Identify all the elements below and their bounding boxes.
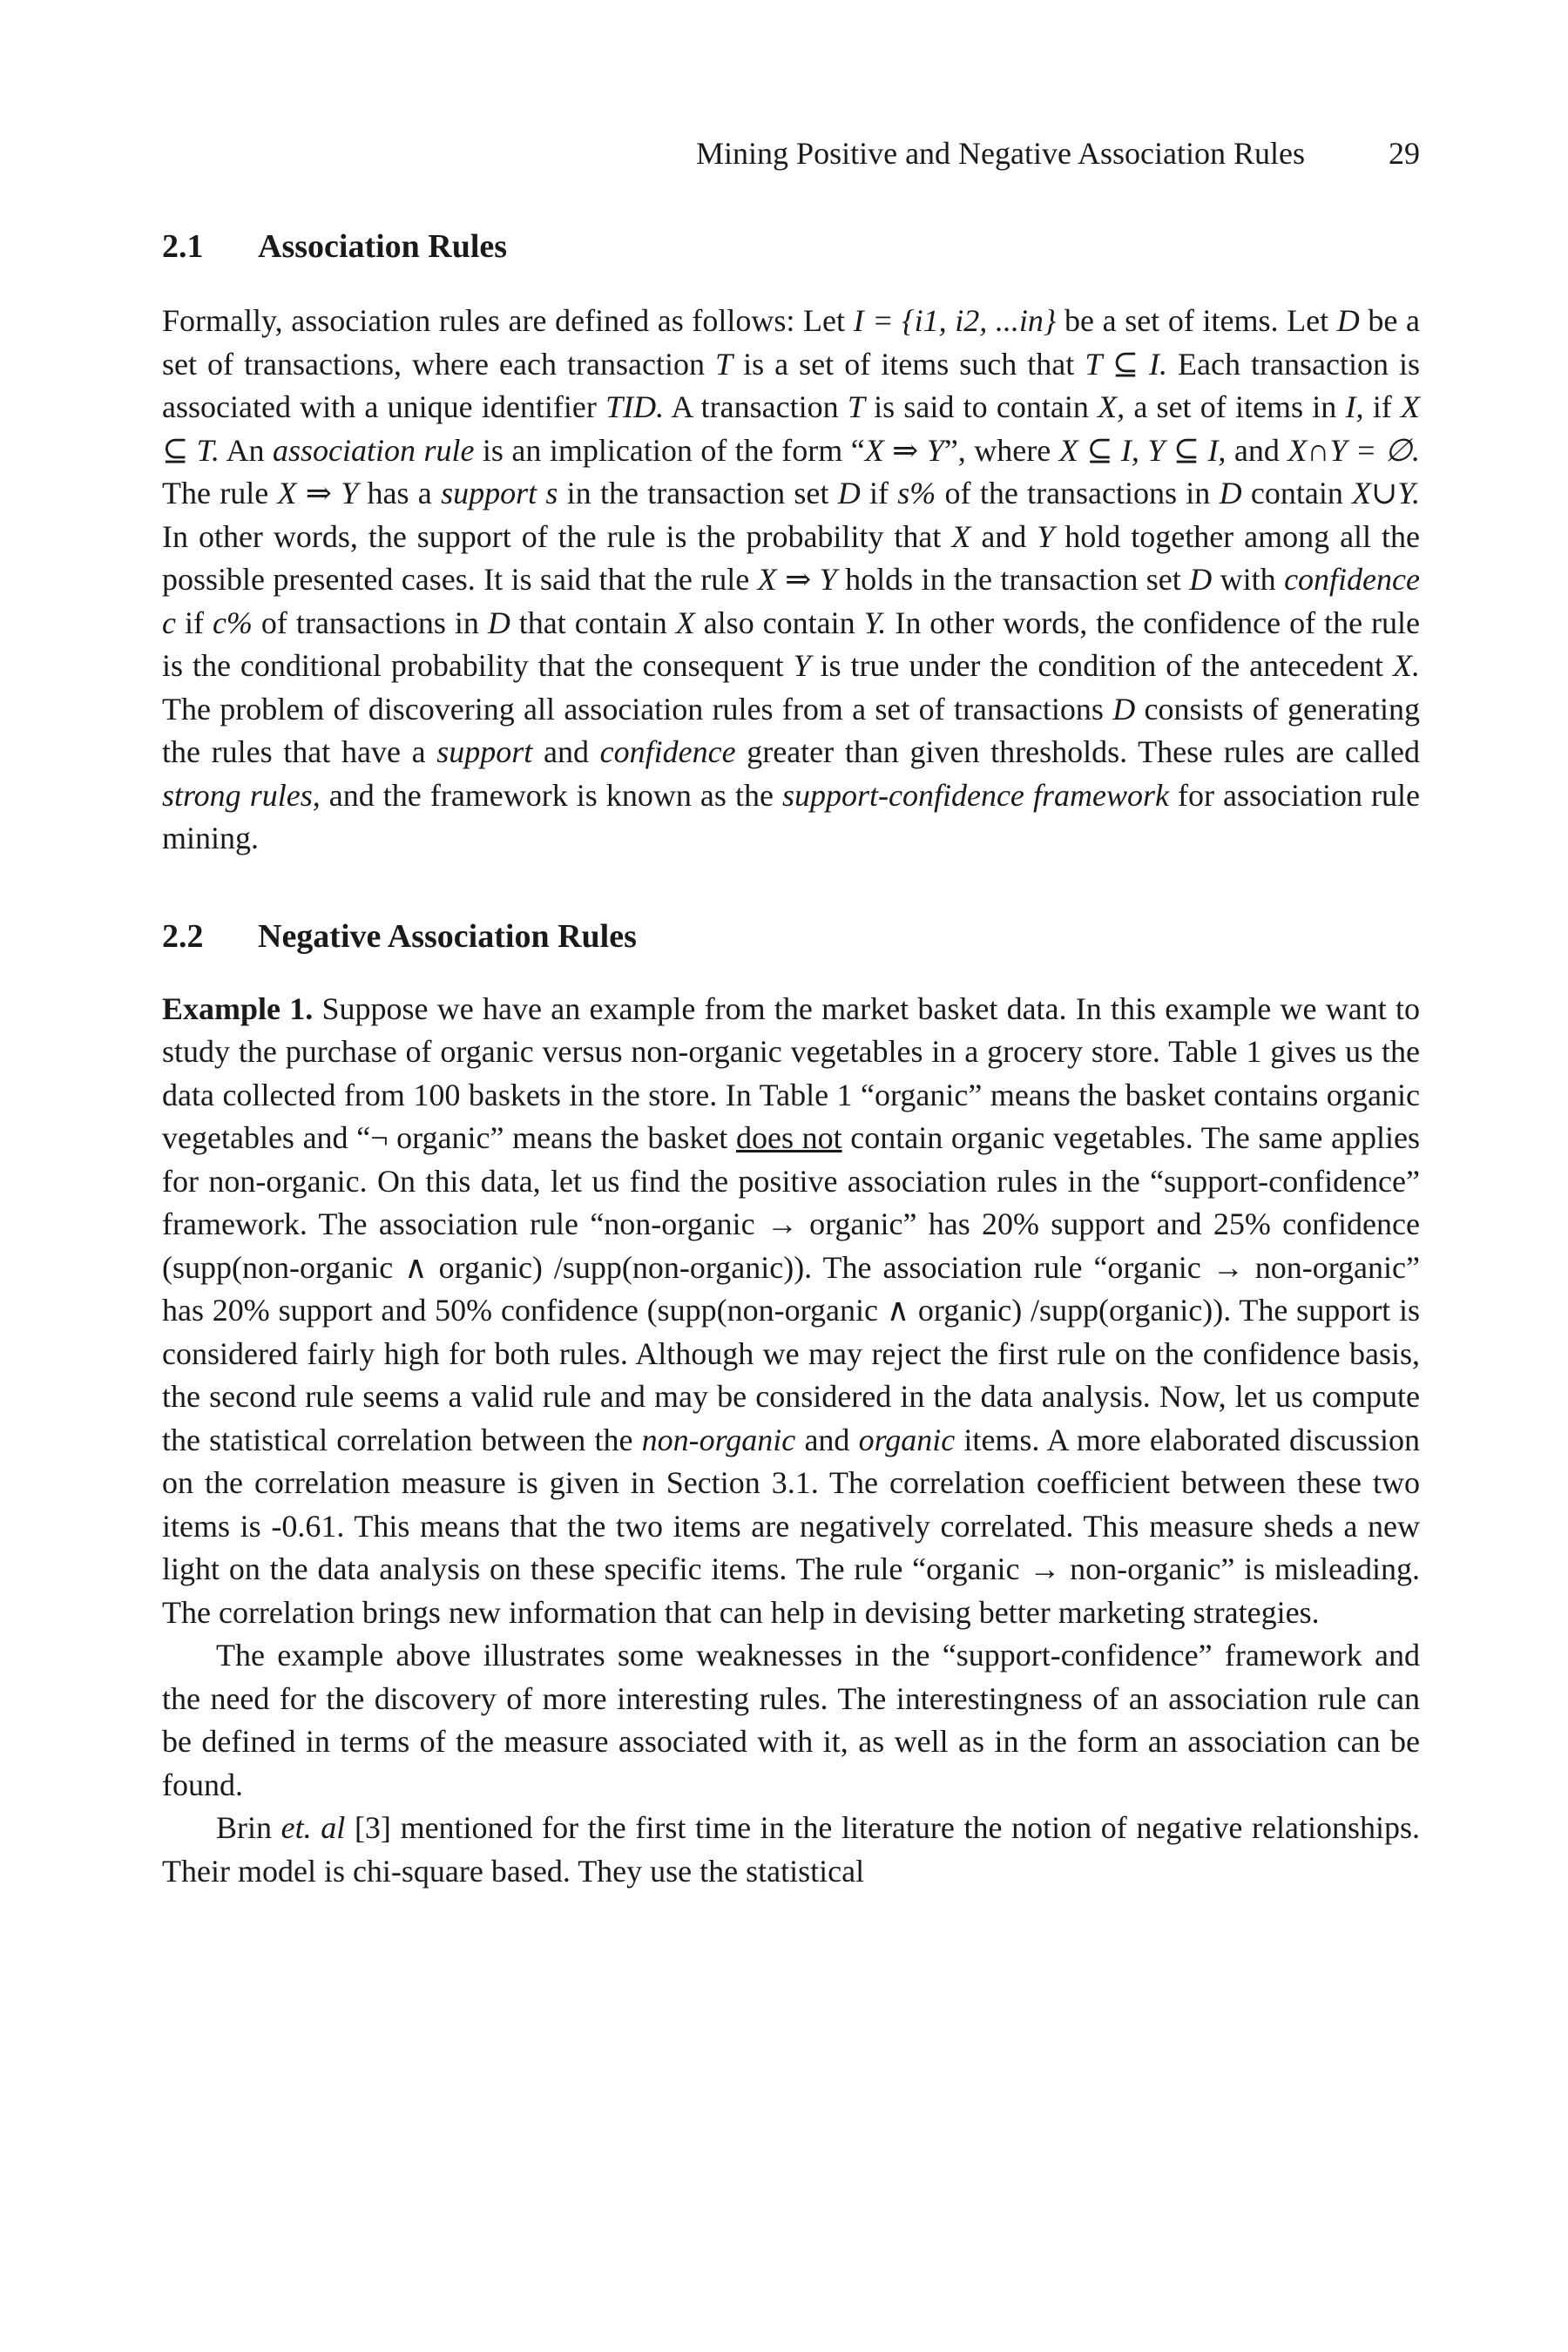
- math-symbol: s%: [897, 476, 936, 510]
- section-title: Association Rules: [258, 228, 508, 265]
- text-run: of the transactions in: [936, 476, 1220, 510]
- emphasis: support-confidence framework: [781, 777, 1169, 813]
- text-run: greater than given thresholds. These rules are called: [735, 734, 1420, 769]
- text-run: is an implication of the form “: [474, 432, 865, 468]
- emphasis: TID.: [605, 389, 665, 424]
- text-run: and: [795, 1422, 859, 1457]
- emphasis: confidence: [599, 734, 736, 769]
- math-symbol: D: [837, 476, 861, 510]
- math-expression: X ⊆ I, Y ⊆ I,: [1058, 432, 1227, 468]
- text-run: Each transaction is associated with a unique identifier: [162, 346, 1421, 424]
- text-run: of transactions in: [252, 605, 488, 640]
- math-symbol: Y: [1037, 518, 1055, 554]
- math-expression: X∩Y = ∅.: [1288, 432, 1420, 468]
- math-symbol: D: [1112, 691, 1136, 727]
- text-run: and the framework is known as the: [320, 777, 782, 813]
- math-itemset: I = {i1, i2, ...in}: [853, 303, 1057, 338]
- paragraph-brin: [162, 1807, 1420, 1893]
- emphasis: association rule: [272, 432, 475, 468]
- running-title: Mining Positive and Negative Association Rules: [696, 136, 1305, 171]
- text-run: The problem of discovering all association rules from a set of transactions: [162, 691, 1113, 727]
- text-run: be a set of items. Let: [1056, 303, 1337, 338]
- text-run: Suppose we have an example from the market basket data. In this example we want to study the purchase of organic versus non-organic vegetables in a grocery store. Table 1 gives us the data collected from 100 baskets in the store. In Table 1 “organic” means the basket contains organic vegetables and “¬ organic” means the basket: [162, 990, 1420, 1155]
- page-number: 29: [1389, 136, 1420, 171]
- math-symbol: X,: [1098, 389, 1125, 424]
- math-symbol: c: [162, 605, 176, 640]
- math-symbol: D: [1219, 476, 1242, 510]
- text-run: is true under the condition of the antecedent: [810, 648, 1394, 683]
- text-run: contain: [1241, 476, 1353, 510]
- text-run: A transaction: [664, 389, 848, 424]
- section-heading-association-rules: [162, 225, 1420, 268]
- text-run: if: [1363, 389, 1402, 424]
- text-run: with: [1212, 562, 1285, 597]
- math-expression: X ⇒ Y: [757, 562, 837, 597]
- math-symbol: D: [1189, 562, 1213, 597]
- section-title: Negative Association Rules: [258, 917, 637, 955]
- text-run: items. A more elaborated discussion on the correlation measure is given in Section 3.1. The correlation coefficient between these two items is -0.61. This means that the two items are negatively correlated. This measure sheds a new light on the data analysis on these specific items. The rule “organic → non-organic” is misleading. The correlation brings new information that can help in devising better marketing strategies.: [162, 1422, 1421, 1630]
- math-expression: X ⇒ Y: [277, 476, 359, 510]
- text-run: Formally, association rules are defined as follows: Let: [162, 303, 854, 338]
- text-run: for association rule mining.: [162, 777, 1421, 855]
- emphasis: organic: [858, 1422, 956, 1457]
- underlined-text: does not: [735, 1120, 842, 1155]
- math-symbol: c%: [212, 605, 253, 640]
- math-symbol: Y.: [863, 605, 887, 640]
- math-symbol: I,: [1345, 389, 1364, 424]
- text-run: In other words, the support of the rule is the probability that: [162, 518, 952, 554]
- emphasis: support: [436, 734, 533, 769]
- example-label: Example 1.: [162, 990, 314, 1026]
- text-run: and: [1226, 432, 1288, 468]
- math-symbol: X: [951, 518, 971, 554]
- math-symbol: Y: [793, 648, 811, 683]
- section-number: 2.2: [162, 917, 204, 955]
- math-expression: T ⊆ I.: [1085, 346, 1167, 382]
- paragraph-association-rules-definition: [162, 300, 1420, 861]
- math-symbol: D: [487, 605, 510, 640]
- math-symbol: X: [675, 605, 695, 640]
- section-number: 2.1: [162, 228, 204, 265]
- text-run: a set of items in: [1125, 389, 1346, 424]
- paragraph-weaknesses: The example above illustrates some weaknesses in the “support-confidence” framework and the need for the discovery of more interesting rules. The interestingness of an association rule can be defined in terms of the measure associated with it, as well as in the form an association can be found.: [162, 1638, 1420, 1802]
- math-expression: X ⇒ Y: [864, 432, 944, 468]
- text-run: if: [860, 476, 898, 510]
- text-run: [3] mentioned for the first time in the literature the notion of negative relationships. Their model is chi-square based. They use the statistical: [162, 1810, 1420, 1889]
- page-body: [162, 225, 1420, 1893]
- text-run: and: [970, 518, 1037, 554]
- text-run: The rule: [162, 476, 278, 510]
- math-expression: X∪Y.: [1352, 476, 1420, 510]
- text-run: An: [220, 432, 273, 468]
- text-run: and: [532, 734, 600, 769]
- emphasis: strong rules,: [162, 777, 321, 813]
- math-symbol: X.: [1393, 648, 1421, 683]
- text-run: hold together among all the possible presented cases. It is said that the rule: [162, 518, 1420, 597]
- text-run: Brin: [216, 1810, 281, 1845]
- text-run: if: [175, 605, 213, 640]
- text-run: also contain: [694, 605, 864, 640]
- section-heading-negative-association-rules: [162, 915, 1420, 958]
- text-run: is a set of items such that: [733, 346, 1085, 382]
- math-symbol: T: [847, 389, 865, 424]
- emphasis: support s: [441, 476, 558, 510]
- text-run: consists of generating the rules that have a: [162, 691, 1420, 769]
- text-run: holds in the transaction set: [836, 562, 1190, 597]
- emphasis: non-organic: [641, 1422, 796, 1457]
- text-run: has a: [358, 476, 442, 510]
- paragraph-example-1: [162, 988, 1420, 1635]
- text-run: that contain: [510, 605, 676, 640]
- math-expression: X ⊆ T.: [162, 389, 1421, 468]
- text-run: contain organic vegetables. The same applies for non-organic. On this data, let us find the positive association rules in the “support-confidence” framework. The association rule “non-organic → organic” has 20% support and 25% confidence (supp(non-organic ∧ organic) /supp(non-organic)). The association rule “organic → non-organic” has 20% support and 50% confidence (supp(non-organic ∧ organic) /supp(organic)). The support is considered fairly high for both rules. Although we may reject the first rule on the confidence basis, the second rule seems a valid rule and may be considered in the data analysis. Now, let us compute the statistical correlation between the: [162, 1120, 1420, 1457]
- text-run: be a set of transactions, where each transaction: [162, 303, 1420, 382]
- text-run: is said to contain: [864, 389, 1098, 424]
- math-symbol: T: [715, 346, 733, 382]
- emphasis: confidence: [1284, 562, 1420, 597]
- emphasis: et. al: [280, 1810, 346, 1845]
- text-run: ”, where: [943, 432, 1059, 468]
- text-run: in the transaction set: [558, 476, 838, 510]
- text-run: In other words, the confidence of the rule is the conditional probability that the consequent: [162, 605, 1420, 683]
- math-symbol: D: [1336, 303, 1360, 338]
